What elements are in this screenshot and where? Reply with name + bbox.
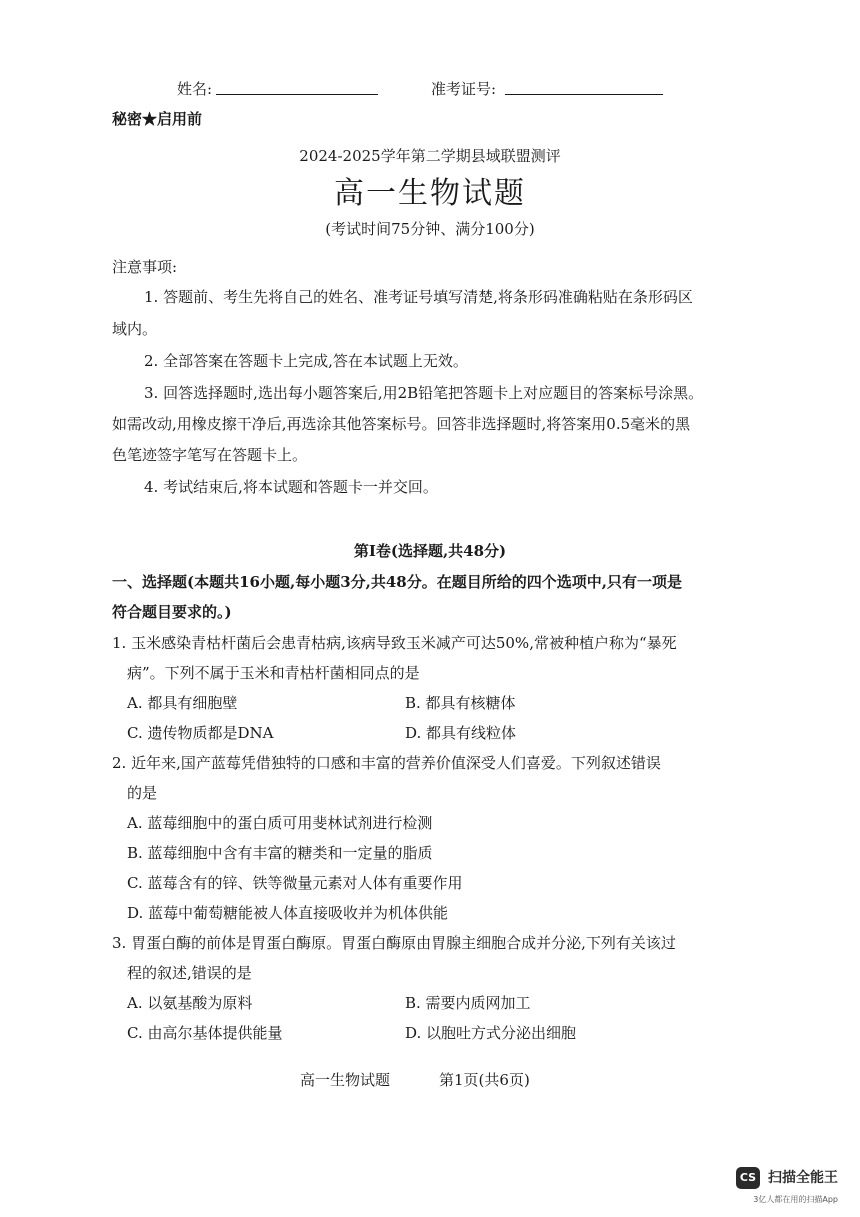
exam-subtitle: 2024-2025学年第二学期县域联盟测评 (299, 147, 561, 165)
question-3-option-d: D. 以胞吐方式分泌出细胞 (405, 1024, 577, 1042)
notes-heading: 注意事项: (112, 258, 178, 276)
question-2-option-c: C. 蓝莓含有的锌、铁等微量元素对人体有重要作用 (127, 874, 463, 892)
question-2-option-d: D. 蓝莓中葡萄糖能被人体直接吸收并为机体供能 (127, 904, 449, 922)
exam-title: 高一生物试题 (334, 176, 526, 211)
note-line: 如需改动,用橡皮擦干净后,再选涂其他答案标号。回答非选择题时,将答案用0.5毫米的黑 (112, 415, 691, 433)
note-line: 色笔迹签字笔写在答题卡上。 (112, 446, 308, 464)
question-3-option-b: B. 需要内质网加工 (405, 994, 531, 1012)
note-line: 2. 全部答案在答题卡上完成,答在本试题上无效。 (144, 352, 468, 370)
section-heading: 第Ⅰ卷(选择题,共48分) (353, 542, 507, 560)
question-1-option-c: C. 遗传物质都是DNA (127, 724, 274, 742)
section-instruction-line: 符合题目要求的。) (112, 603, 232, 621)
secret-label: 秘密★启用前 (112, 110, 203, 128)
note-line: 1. 答题前、考生先将自己的姓名、准考证号填写清楚,将条形码准确粘贴在条形码区 (144, 288, 693, 306)
question-1-stem: 1. 玉米感染青枯杆菌后会患青枯病,该病导致玉米减产可达50%,常被种植户称为“暴死 (112, 634, 677, 652)
question-3-stem: 3. 胃蛋白酶的前体是胃蛋白酶原。胃蛋白酶原由胃腺主细胞合成并分泌,下列有关该过 (112, 934, 676, 952)
question-2-stem: 2. 近年来,国产蓝莓凭借独特的口感和丰富的营养价值深受人们喜爱。下列叙述错误 (112, 754, 661, 772)
question-3-option-a: A. 以氨基酸为原料 (127, 994, 253, 1012)
question-3-stem: 程的叙述,错误的是 (127, 964, 252, 982)
section-instruction-line: 一、选择题(本题共16小题,每小题3分,共48分。在题目所给的四个选项中,只有一项是 (112, 573, 682, 591)
note-line: 域内。 (112, 320, 158, 338)
scanner-app-tagline: 3亿人都在用的扫描App (753, 1195, 838, 1204)
note-line: 4. 考试结束后,将本试题和答题卡一并交回。 (144, 478, 438, 496)
question-1-option-a: A. 都具有细胞壁 (127, 694, 238, 712)
question-2-stem: 的是 (127, 784, 158, 802)
note-line: 3. 回答选择题时,选出每小题答案后,用2B铅笔把答题卡上对应题目的答案标号涂黑。 (144, 384, 704, 402)
question-2-option-a: A. 蓝莓细胞中的蛋白质可用斐林试剂进行检测 (127, 814, 433, 832)
question-1-stem: 病”。下列不属于玉米和青枯杆菌相同点的是 (127, 664, 420, 682)
exam-id-label: 准考证号: (431, 80, 497, 98)
question-2-option-b: B. 蓝莓细胞中含有丰富的糖类和一定量的脂质 (127, 844, 433, 862)
name-blank-line (216, 94, 378, 95)
scanner-logo-icon: CS (736, 1167, 760, 1189)
question-1-option-b: B. 都具有核糖体 (405, 694, 516, 712)
footer-subject: 高一生物试题 (300, 1071, 391, 1089)
question-3-option-c: C. 由高尔基体提供能量 (127, 1024, 283, 1042)
exam-id-blank-line (505, 94, 663, 95)
footer-page-number: 第1页(共6页) (439, 1071, 530, 1089)
question-1-option-d: D. 都具有线粒体 (405, 724, 517, 742)
exam-time-info: (考试时间75分钟、满分100分) (325, 220, 535, 238)
scanner-app-name: 扫描全能王 (768, 1170, 838, 1186)
name-label: 姓名: (177, 80, 213, 98)
